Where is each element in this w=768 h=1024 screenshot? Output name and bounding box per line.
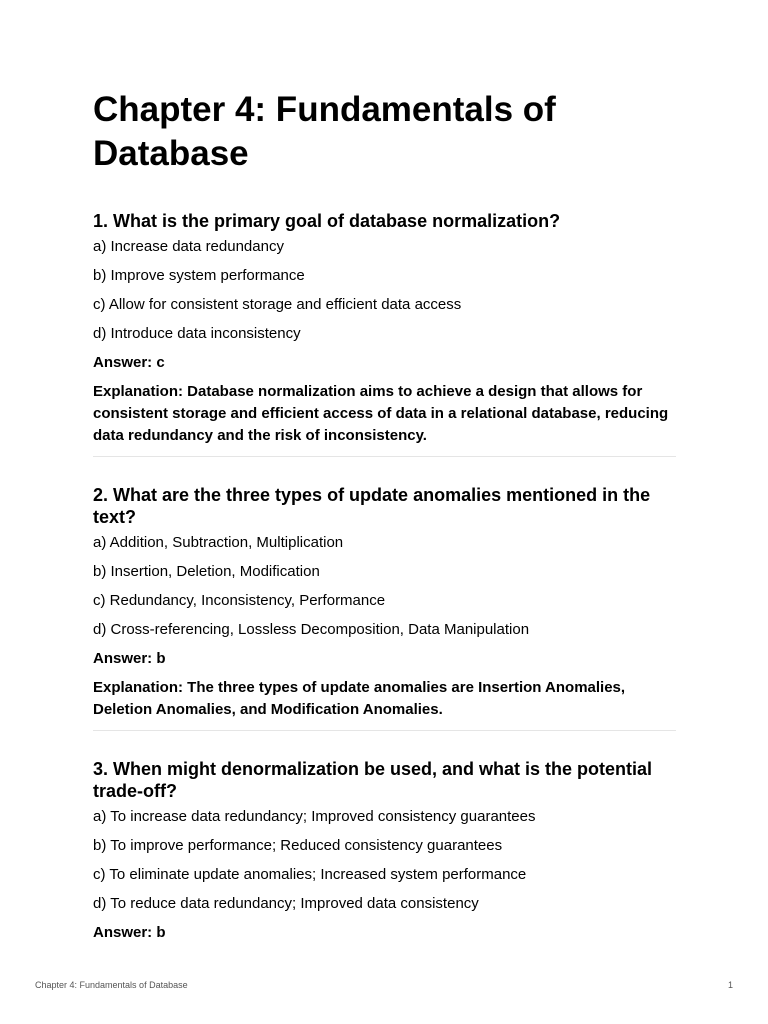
document-page <box>93 88 676 951</box>
question-text: 1. What is the primary goal of database normalization? <box>93 211 561 231</box>
option-a: a) Addition, Subtraction, Multiplication <box>93 534 344 551</box>
page-number: 1 <box>727 980 733 990</box>
footer-title: Chapter 4: Fundamentals of Database <box>35 980 188 990</box>
option-c: c) Allow for consistent storage and efficient data access <box>93 296 462 313</box>
option-a: a) To increase data redundancy; Improved consistency guarantees <box>93 808 536 825</box>
explanation-text: Explanation: Database normalization aims to achieve a design that allows for consistent storage and efficient access of data in a relational database, reducing data redundancy and the risk of inconsistency. <box>93 383 669 444</box>
page-title: Chapter 4: Fundamentals of Database <box>93 90 556 173</box>
question-block-3 <box>93 758 676 942</box>
option-c: c) Redundancy, Inconsistency, Performance <box>93 592 386 609</box>
question-text: 2. What are the three types of update anomalies mentioned in the text? <box>93 485 651 527</box>
question-block-1 <box>93 210 676 447</box>
option-b: b) Insertion, Deletion, Modification <box>93 563 320 580</box>
question-text: 3. When might denormalization be used, and what is the potential trade-off? <box>93 759 653 801</box>
divider <box>93 730 676 731</box>
answer-text: Answer: b <box>93 650 166 667</box>
option-b: b) Improve system performance <box>93 267 305 284</box>
option-d: d) To reduce data redundancy; Improved data consistency <box>93 895 479 912</box>
option-b: b) To improve performance; Reduced consistency guarantees <box>93 837 503 854</box>
answer-text: Answer: c <box>93 354 165 371</box>
option-d: d) Cross-referencing, Lossless Decomposition, Data Manipulation <box>93 621 530 638</box>
option-a: a) Increase data redundancy <box>93 238 284 255</box>
explanation-text: Explanation: The three types of update anomalies are Insertion Anomalies, Deletion Anomalies, and Modification Anomalies. <box>93 679 626 718</box>
answer-text: Answer: b <box>93 924 166 941</box>
divider <box>93 456 676 457</box>
option-d: d) Introduce data inconsistency <box>93 325 301 342</box>
option-c: c) To eliminate update anomalies; Increased system performance <box>93 866 527 883</box>
question-block-2 <box>93 484 676 721</box>
